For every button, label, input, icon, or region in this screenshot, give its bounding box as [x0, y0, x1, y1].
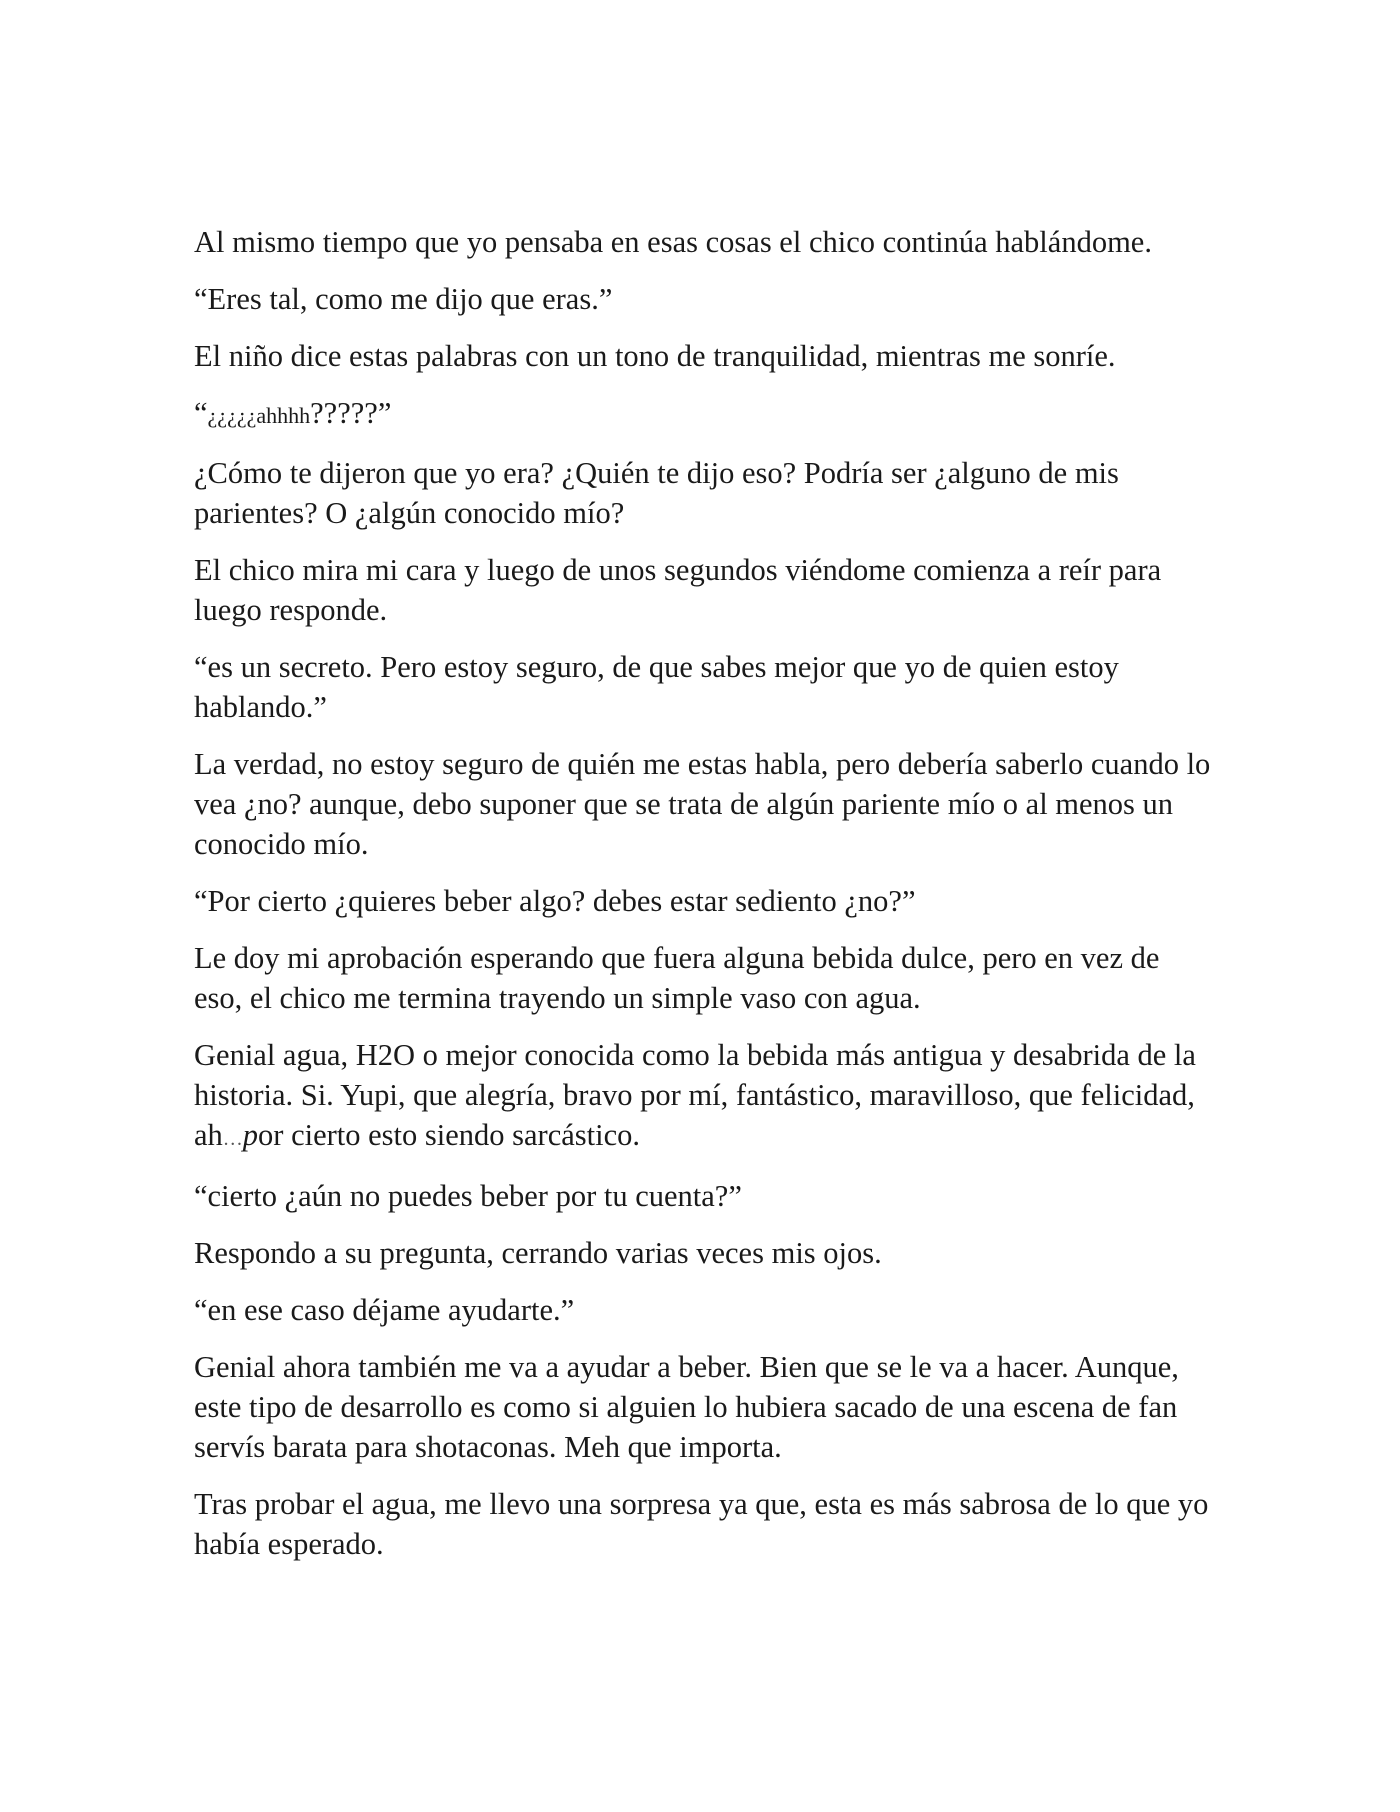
paragraph-text: Genial agua, H2O o mejor conocida como la bebida más antigua y desabrida de la historia. Si. Yupi, que alegría, bravo por mí, fantástico, maravilloso, que felicidad, ah: [194, 1038, 1196, 1152]
paragraph: La verdad, no estoy seguro de quién me estas habla, pero debería saberlo cuando lo vea ¿no? aunque, debo suponer que se trata de algún pariente mío o al menos un conocido mío.: [194, 747, 1211, 861]
italic-letter: p: [242, 1118, 259, 1152]
dialogue-line: “Eres tal, como me dijo que eras.”: [194, 282, 613, 316]
paragraph: [194, 1035, 1214, 1159]
paragraph: Respondo a su pregunta, cerrando varias veces mis ojos.: [194, 1236, 882, 1270]
paragraph: Tras probar el agua, me llevo una sorpresa ya que, esta es más sabrosa de lo que yo había esperado.: [194, 1487, 1209, 1561]
paragraph: Le doy mi aprobación esperando que fuera alguna bebida dulce, pero en vez de eso, el chico me termina trayendo un simple vaso con agua.: [194, 941, 1160, 1015]
ellipsis: …: [222, 1128, 243, 1150]
dialogue-line: “cierto ¿aún no puedes beber por tu cuenta?”: [194, 1179, 742, 1213]
dialogue-line: [194, 393, 1214, 436]
question-marks: ?????”: [310, 396, 392, 430]
dialogue-line: “Por cierto ¿quieres beber algo? debes estar sediento ¿no?”: [194, 884, 916, 918]
dialogue-line: “en ese caso déjame ayudarte.”: [194, 1293, 575, 1327]
document-body: [194, 222, 1214, 1581]
dialogue-line: “es un secreto. Pero estoy seguro, de que sabes mejor que yo de quien estoy hablando.”: [194, 650, 1119, 724]
paragraph-text: or cierto esto siendo sarcástico.: [258, 1118, 641, 1152]
paragraph: ¿Cómo te dijeron que yo era? ¿Quién te dijo eso? Podría ser ¿alguno de mis parientes? O ¿algún conocido mío?: [194, 456, 1119, 530]
exclamation-text: ¿¿¿¿¿ahhhh: [207, 403, 311, 428]
open-quote: “: [194, 396, 208, 430]
paragraph: El niño dice estas palabras con un tono de tranquilidad, mientras me sonríe.: [194, 339, 1116, 373]
paragraph: Al mismo tiempo que yo pensaba en esas cosas el chico continúa hablándome.: [194, 225, 1152, 259]
paragraph: Genial ahora también me va a ayudar a beber. Bien que se le va a hacer. Aunque, este tipo de desarrollo es como si alguien lo hubiera sacado de una escena de fan servís barata para shotaconas. Meh que importa.: [194, 1350, 1179, 1464]
paragraph: El chico mira mi cara y luego de unos segundos viéndome comienza a reír para luego responde.: [194, 553, 1162, 627]
